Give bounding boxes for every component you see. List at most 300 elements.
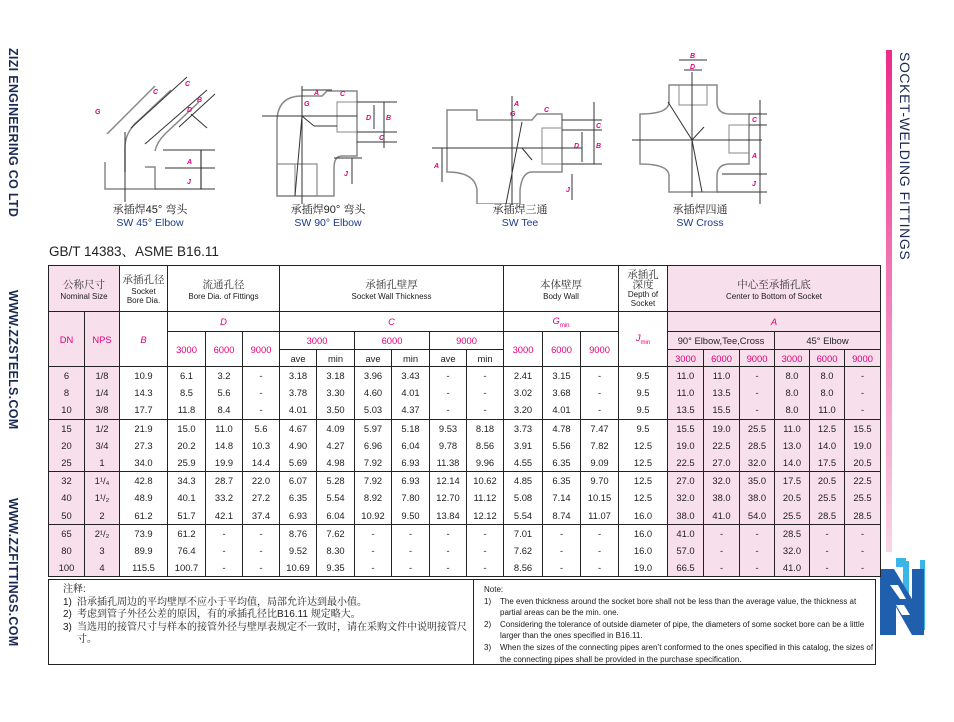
table-row bbox=[49, 524, 881, 542]
cell-a90-3000: 32.0 bbox=[668, 489, 704, 506]
cell-g-9000: 11.07 bbox=[581, 507, 619, 525]
cell-d-9000: - bbox=[243, 559, 280, 577]
cell-j-min: 19.0 bbox=[619, 559, 668, 577]
cell-a45-9000: 22.5 bbox=[845, 472, 881, 490]
header-bore-dia: 流通孔径 Bore Dia. of Fittings bbox=[168, 266, 280, 312]
cell-dn: 15 bbox=[49, 419, 85, 437]
svg-text:J: J bbox=[344, 171, 348, 178]
cell-c-9000-min: - bbox=[467, 384, 504, 401]
cell-c-3000-ave: 8.76 bbox=[280, 524, 317, 542]
cell-g-6000: 3.15 bbox=[543, 367, 581, 385]
cell-a90-3000: 66.5 bbox=[668, 559, 704, 577]
cell-a90-6000: - bbox=[704, 524, 740, 542]
cell-g-3000: 4.55 bbox=[504, 454, 543, 472]
cell-a90-9000: 54.0 bbox=[740, 507, 775, 525]
header-g-9000: 9000 bbox=[581, 332, 619, 367]
cell-g-9000: 9.09 bbox=[581, 454, 619, 472]
cell-a90-9000: - bbox=[740, 367, 775, 385]
cell-g-6000: 7.14 bbox=[543, 489, 581, 506]
cell-d-3000: 15.0 bbox=[168, 419, 206, 437]
cell-c-3000-ave: 3.78 bbox=[280, 384, 317, 401]
header-a45-3000: 3000 bbox=[775, 350, 810, 367]
header-a90-6000: 6000 bbox=[704, 350, 740, 367]
cell-a90-9000: 35.0 bbox=[740, 472, 775, 490]
cell-c-9000-ave: 12.14 bbox=[430, 472, 467, 490]
cell-j-min: 9.5 bbox=[619, 384, 668, 401]
cell-c-6000-ave: 5.03 bbox=[355, 401, 392, 419]
dimensions-table bbox=[48, 265, 881, 577]
cell-a45-6000: 25.5 bbox=[810, 489, 845, 506]
svg-text:A: A bbox=[434, 163, 440, 170]
cell-c-9000-ave: - bbox=[430, 384, 467, 401]
cell-a45-3000: 8.0 bbox=[775, 384, 810, 401]
header-ave: ave bbox=[355, 350, 392, 367]
cell-c-3000-min: 4.98 bbox=[317, 454, 355, 472]
cell-c-9000-min: - bbox=[467, 401, 504, 419]
cell-c-9000-min: - bbox=[467, 559, 504, 577]
cell-a45-9000: - bbox=[845, 367, 881, 385]
cell-d-9000: - bbox=[243, 542, 280, 559]
cell-a90-6000: - bbox=[704, 542, 740, 559]
cell-c-6000-ave: 10.92 bbox=[355, 507, 392, 525]
cell-a45-3000: 20.5 bbox=[775, 489, 810, 506]
header-c-3000: 3000 bbox=[280, 332, 355, 350]
cell-a90-3000: 11.0 bbox=[668, 367, 704, 385]
cell-b: 10.9 bbox=[120, 367, 168, 385]
cell-c-3000-min: 9.35 bbox=[317, 559, 355, 577]
cell-g-6000: 4.01 bbox=[543, 401, 581, 419]
header-depth-socket: 承插孔 深度 Depth of Socket bbox=[619, 266, 668, 312]
cell-g-9000: - bbox=[581, 524, 619, 542]
cell-g-3000: 3.73 bbox=[504, 419, 543, 437]
cell-a90-9000: - bbox=[740, 524, 775, 542]
cell-d-6000: 19.9 bbox=[206, 454, 243, 472]
cell-g-3000: 7.01 bbox=[504, 524, 543, 542]
table-row bbox=[49, 489, 881, 506]
cell-c-9000-min: - bbox=[467, 542, 504, 559]
cell-c-9000-min: - bbox=[467, 367, 504, 385]
cell-c-9000-min: - bbox=[467, 524, 504, 542]
cell-a90-6000: 11.0 bbox=[704, 367, 740, 385]
cell-a45-9000: 28.5 bbox=[845, 507, 881, 525]
cell-d-3000: 11.8 bbox=[168, 401, 206, 419]
svg-text:B: B bbox=[386, 115, 392, 122]
cell-dn: 6 bbox=[49, 367, 85, 385]
cell-a90-3000: 15.5 bbox=[668, 419, 704, 437]
cell-a90-9000: - bbox=[740, 542, 775, 559]
cell-c-6000-min: - bbox=[392, 559, 430, 577]
cell-c-3000-ave: 4.01 bbox=[280, 401, 317, 419]
cell-a45-3000: 8.0 bbox=[775, 367, 810, 385]
header-d-6000: 6000 bbox=[206, 332, 243, 367]
cell-g-6000: 3.68 bbox=[543, 384, 581, 401]
note-en-1: 1) The even thickness around the socket bore shall not be less than the average value, the thickness at partial areas can be the min. one. bbox=[484, 596, 857, 618]
cell-b: 115.5 bbox=[120, 559, 168, 577]
header-g-3000: 3000 bbox=[504, 332, 543, 367]
svg-text:C: C bbox=[752, 117, 758, 124]
cell-g-6000: 6.35 bbox=[543, 454, 581, 472]
note-cn-2: 2) 考虑到管子外径公差的原因，有的承插孔径比B16.11 规定略大。 bbox=[63, 609, 361, 620]
cell-nps: 1 bbox=[85, 454, 120, 472]
cell-a90-6000: 19.0 bbox=[704, 419, 740, 437]
cell-c-3000-ave: 10.69 bbox=[280, 559, 317, 577]
cell-a90-6000: - bbox=[704, 559, 740, 577]
cell-d-9000: - bbox=[243, 384, 280, 401]
header-socket-bore: 承插孔径 Socket Bore Dia. bbox=[120, 266, 168, 312]
svg-text:A: A bbox=[752, 153, 758, 160]
notes-english: Note: 1) The even thickness around the socket bore shall not be less than the average value, the thickness at partial areas can be the min. one. 2) Considering the tolerance of outside diameter of pipe, the diameters of some socket bore can be a little larger than the ones specified in B16.11. 3) When the sizes of the connecting pipes aren’t conformed to the ones specified in this catalog, the sizes of the connecting pipes shall be provided in the purchase specification. bbox=[473, 579, 876, 665]
cell-b: 89.9 bbox=[120, 542, 168, 559]
cell-nps: 3 bbox=[85, 542, 120, 559]
cell-c-3000-ave: 5.69 bbox=[280, 454, 317, 472]
cell-dn: 32 bbox=[49, 472, 85, 490]
cell-d-3000: 6.1 bbox=[168, 367, 206, 385]
table-row bbox=[49, 472, 881, 490]
cell-a45-6000: 11.0 bbox=[810, 401, 845, 419]
cell-d-6000: 3.2 bbox=[206, 367, 243, 385]
cell-a45-3000: 14.0 bbox=[775, 454, 810, 472]
cell-a45-6000: 12.5 bbox=[810, 419, 845, 437]
left-sidebar bbox=[6, 48, 32, 678]
cell-nps: 1¹/₄ bbox=[85, 472, 120, 490]
svg-text:G: G bbox=[95, 109, 101, 116]
header-a45-6000: 6000 bbox=[810, 350, 845, 367]
cell-a45-6000: - bbox=[810, 542, 845, 559]
cell-d-6000: 42.1 bbox=[206, 507, 243, 525]
cell-a45-3000: 11.0 bbox=[775, 419, 810, 437]
cell-d-9000: - bbox=[243, 367, 280, 385]
table-row bbox=[49, 419, 881, 437]
cell-j-min: 12.5 bbox=[619, 437, 668, 454]
cell-d-6000: 11.0 bbox=[206, 419, 243, 437]
cell-g-6000: - bbox=[543, 524, 581, 542]
cell-a45-3000: 13.0 bbox=[775, 437, 810, 454]
cell-b: 48.9 bbox=[120, 489, 168, 506]
website-zzfittings[interactable]: WWW.ZZFITTINGS.COM bbox=[6, 498, 20, 647]
header-c-9000: 9000 bbox=[430, 332, 504, 350]
note-en-2: 2) Considering the tolerance of outside diameter of pipe, the diameters of some socket bore can be a little larger than the ones specified in B16.11. bbox=[484, 619, 865, 641]
header-body-wall: 本体壁厚 Body Wall bbox=[504, 266, 619, 312]
cell-b: 14.3 bbox=[120, 384, 168, 401]
header-socket-wall: 承插孔壁厚 Socket Wall Thickness bbox=[280, 266, 504, 312]
cell-a90-6000: 41.0 bbox=[704, 507, 740, 525]
cell-c-3000-ave: 6.93 bbox=[280, 507, 317, 525]
cell-nps: 1/2 bbox=[85, 419, 120, 437]
cell-b: 42.8 bbox=[120, 472, 168, 490]
cell-a45-9000: 20.5 bbox=[845, 454, 881, 472]
cell-c-6000-ave: 7.92 bbox=[355, 454, 392, 472]
table-row bbox=[49, 507, 881, 525]
cell-c-9000-ave: 9.78 bbox=[430, 437, 467, 454]
cell-d-3000: 34.3 bbox=[168, 472, 206, 490]
svg-text:D: D bbox=[690, 64, 696, 71]
cell-nps: 2¹/₂ bbox=[85, 524, 120, 542]
notes-chinese: 注释: 1) 沿承插孔周边的平均壁厚不应小于平均值，局部允许达到最小值。 2) 考虑到管子外径公差的原因，有的承插孔径比B16.11 规定略大。 3) 当选用的接管尺寸与样本的接管外径与壁厚表规定不一致时，请在采购文件中说明接管尺寸。 bbox=[48, 579, 473, 665]
header-a90-3000: 3000 bbox=[668, 350, 704, 367]
cell-c-3000-ave: 4.67 bbox=[280, 419, 317, 437]
cell-c-3000-min: 6.04 bbox=[317, 507, 355, 525]
cell-c-9000-min: 12.12 bbox=[467, 507, 504, 525]
svg-text:C: C bbox=[544, 107, 550, 114]
svg-text:C: C bbox=[340, 91, 346, 98]
cell-b: 17.7 bbox=[120, 401, 168, 419]
cell-nps: 4 bbox=[85, 559, 120, 577]
cell-a90-3000: 38.0 bbox=[668, 507, 704, 525]
svg-text:D: D bbox=[187, 107, 193, 114]
cell-a45-6000: 28.5 bbox=[810, 507, 845, 525]
accent-gradient-bar bbox=[886, 50, 892, 552]
cell-c-9000-ave: - bbox=[430, 367, 467, 385]
cell-g-6000: 6.35 bbox=[543, 472, 581, 490]
cell-g-9000: 7.82 bbox=[581, 437, 619, 454]
cell-c-9000-ave: - bbox=[430, 401, 467, 419]
cell-c-6000-min: 3.43 bbox=[392, 367, 430, 385]
website-zzsteels[interactable]: WWW.ZZSTEELS.COM bbox=[6, 290, 20, 430]
cell-a45-9000: 15.5 bbox=[845, 419, 881, 437]
cell-a90-3000: 57.0 bbox=[668, 542, 704, 559]
cell-a45-9000: 25.5 bbox=[845, 489, 881, 506]
cell-dn: 80 bbox=[49, 542, 85, 559]
cell-c-9000-ave: 9.53 bbox=[430, 419, 467, 437]
cell-g-3000: 4.85 bbox=[504, 472, 543, 490]
header-d-3000: 3000 bbox=[168, 332, 206, 367]
cell-c-6000-min: - bbox=[392, 542, 430, 559]
cell-c-3000-ave: 9.52 bbox=[280, 542, 317, 559]
cell-a45-6000: 8.0 bbox=[810, 367, 845, 385]
cell-d-3000: 100.7 bbox=[168, 559, 206, 577]
cell-d-9000: 22.0 bbox=[243, 472, 280, 490]
cell-a45-6000: 8.0 bbox=[810, 384, 845, 401]
cell-j-min: 12.5 bbox=[619, 454, 668, 472]
cell-c-9000-min: 8.18 bbox=[467, 419, 504, 437]
header-d-9000: 9000 bbox=[243, 332, 280, 367]
cell-a90-6000: 32.0 bbox=[704, 472, 740, 490]
cell-nps: 3/8 bbox=[85, 401, 120, 419]
svg-text:J: J bbox=[752, 181, 756, 188]
drawing-sw-tee bbox=[432, 92, 607, 204]
header-symbol-j: $J_{min}$ bbox=[619, 312, 668, 367]
header-90-elbow-tee-cross: 90° Elbow,Tee,Cross bbox=[668, 332, 775, 350]
cell-j-min: 12.5 bbox=[619, 489, 668, 506]
cell-a45-3000: 41.0 bbox=[775, 559, 810, 577]
cell-b: 34.0 bbox=[120, 454, 168, 472]
svg-text:C: C bbox=[379, 135, 385, 142]
drawing-sw-45-elbow bbox=[95, 72, 235, 202]
cell-d-3000: 76.4 bbox=[168, 542, 206, 559]
header-45-elbow: 45° Elbow bbox=[775, 332, 881, 350]
header-symbol-c: C bbox=[280, 312, 504, 332]
cell-g-9000: 9.70 bbox=[581, 472, 619, 490]
header-g-6000: 6000 bbox=[543, 332, 581, 367]
cell-b: 61.2 bbox=[120, 507, 168, 525]
caption-sw-45-elbow: 承插焊45° 弯头 SW 45° Elbow bbox=[112, 204, 188, 229]
cell-d-3000: 51.7 bbox=[168, 507, 206, 525]
cell-a90-9000: 38.0 bbox=[740, 489, 775, 506]
cell-c-6000-min: 4.01 bbox=[392, 384, 430, 401]
cell-c-9000-ave: - bbox=[430, 559, 467, 577]
cell-g-6000: 8.74 bbox=[543, 507, 581, 525]
svg-text:D: D bbox=[574, 143, 580, 150]
header-nps: NPS bbox=[85, 312, 120, 367]
cell-c-9000-ave: 12.70 bbox=[430, 489, 467, 506]
cell-d-6000: 14.8 bbox=[206, 437, 243, 454]
cell-a90-3000: 13.5 bbox=[668, 401, 704, 419]
svg-text:B: B bbox=[596, 143, 602, 150]
svg-text:A: A bbox=[314, 90, 320, 97]
cell-g-3000: 5.54 bbox=[504, 507, 543, 525]
cell-a45-6000: 14.0 bbox=[810, 437, 845, 454]
standard-reference: GB/T 14383、ASME B16.11 bbox=[49, 244, 219, 259]
cell-dn: 25 bbox=[49, 454, 85, 472]
cell-a45-3000: 17.5 bbox=[775, 472, 810, 490]
cell-c-9000-min: 11.12 bbox=[467, 489, 504, 506]
table-row bbox=[49, 384, 881, 401]
table-body bbox=[49, 367, 881, 577]
cell-j-min: 16.0 bbox=[619, 507, 668, 525]
cell-g-3000: 2.41 bbox=[504, 367, 543, 385]
cell-g-9000: 10.15 bbox=[581, 489, 619, 506]
cell-d-3000: 20.2 bbox=[168, 437, 206, 454]
cell-dn: 8 bbox=[49, 384, 85, 401]
cell-c-3000-ave: 6.07 bbox=[280, 472, 317, 490]
cell-a90-6000: 13.5 bbox=[704, 384, 740, 401]
cell-g-3000: 5.08 bbox=[504, 489, 543, 506]
cell-g-9000: - bbox=[581, 559, 619, 577]
cell-c-3000-min: 8.30 bbox=[317, 542, 355, 559]
cell-c-6000-min: - bbox=[392, 524, 430, 542]
svg-text:D: D bbox=[366, 115, 372, 122]
cell-a90-9000: 28.5 bbox=[740, 437, 775, 454]
svg-text:G: G bbox=[304, 101, 310, 108]
header-a90-9000: 9000 bbox=[740, 350, 775, 367]
cell-b: 27.3 bbox=[120, 437, 168, 454]
cell-c-3000-min: 5.28 bbox=[317, 472, 355, 490]
svg-text:B: B bbox=[690, 53, 696, 60]
cell-a90-3000: 27.0 bbox=[668, 472, 704, 490]
cell-a90-3000: 41.0 bbox=[668, 524, 704, 542]
cell-nps: 2 bbox=[85, 507, 120, 525]
table-row bbox=[49, 559, 881, 577]
cell-a90-9000: 32.0 bbox=[740, 454, 775, 472]
svg-text:A: A bbox=[187, 159, 193, 166]
cell-nps: 3/4 bbox=[85, 437, 120, 454]
cell-a45-9000: - bbox=[845, 384, 881, 401]
cell-c-6000-ave: 8.92 bbox=[355, 489, 392, 506]
cell-c-3000-min: 4.27 bbox=[317, 437, 355, 454]
cell-d-9000: 10.3 bbox=[243, 437, 280, 454]
cell-d-6000: 5.6 bbox=[206, 384, 243, 401]
cell-a45-3000: 28.5 bbox=[775, 524, 810, 542]
cell-c-6000-ave: - bbox=[355, 559, 392, 577]
cell-d-6000: - bbox=[206, 524, 243, 542]
cell-a90-3000: 22.5 bbox=[668, 454, 704, 472]
cell-b: 21.9 bbox=[120, 419, 168, 437]
cell-c-6000-ave: - bbox=[355, 542, 392, 559]
cell-a45-6000: - bbox=[810, 524, 845, 542]
cell-d-9000: - bbox=[243, 524, 280, 542]
svg-text:B: B bbox=[197, 97, 203, 104]
cell-nps: 1¹/₂ bbox=[85, 489, 120, 506]
svg-text:A: A bbox=[514, 101, 520, 108]
header-symbol-a: A bbox=[668, 312, 881, 332]
cell-a45-9000: - bbox=[845, 524, 881, 542]
header-nominal-size: 公称尺寸 Nominal Size bbox=[49, 266, 120, 312]
svg-text:G: G bbox=[510, 111, 516, 118]
svg-text:C: C bbox=[185, 81, 191, 88]
cell-a90-9000: - bbox=[740, 401, 775, 419]
table-row bbox=[49, 542, 881, 559]
drawing-sw-cross bbox=[632, 52, 772, 204]
cell-a90-9000: - bbox=[740, 559, 775, 577]
cell-c-6000-ave: 3.96 bbox=[355, 367, 392, 385]
cell-c-3000-min: 7.62 bbox=[317, 524, 355, 542]
cell-d-9000: 5.6 bbox=[243, 419, 280, 437]
cell-c-3000-ave: 6.35 bbox=[280, 489, 317, 506]
cell-c-6000-min: 7.80 bbox=[392, 489, 430, 506]
cell-j-min: 16.0 bbox=[619, 524, 668, 542]
cell-b: 73.9 bbox=[120, 524, 168, 542]
cell-d-6000: 28.7 bbox=[206, 472, 243, 490]
header-symbol-d: D bbox=[168, 312, 280, 332]
cell-c-6000-min: 6.04 bbox=[392, 437, 430, 454]
cell-g-3000: 7.62 bbox=[504, 542, 543, 559]
cell-c-6000-min: 6.93 bbox=[392, 472, 430, 490]
cell-g-3000: 3.02 bbox=[504, 384, 543, 401]
cell-c-6000-ave: 7.92 bbox=[355, 472, 392, 490]
cell-a45-9000: - bbox=[845, 559, 881, 577]
cell-a45-6000: - bbox=[810, 559, 845, 577]
cell-c-9000-min: 10.62 bbox=[467, 472, 504, 490]
cell-a45-3000: 32.0 bbox=[775, 542, 810, 559]
cell-a45-9000: - bbox=[845, 401, 881, 419]
cell-c-6000-min: 9.50 bbox=[392, 507, 430, 525]
cell-a45-3000: 25.5 bbox=[775, 507, 810, 525]
header-ave: ave bbox=[430, 350, 467, 367]
header-symbol-g: $G_{min}$ bbox=[504, 312, 619, 332]
table-row bbox=[49, 454, 881, 472]
cell-c-3000-min: 5.54 bbox=[317, 489, 355, 506]
cell-g-9000: - bbox=[581, 367, 619, 385]
cell-dn: 50 bbox=[49, 507, 85, 525]
cell-d-9000: 14.4 bbox=[243, 454, 280, 472]
cell-a90-9000: - bbox=[740, 384, 775, 401]
cell-dn: 65 bbox=[49, 524, 85, 542]
note-cn-1: 1) 沿承插孔周边的平均壁厚不应小于平均值，局部允许达到最小值。 bbox=[63, 596, 367, 608]
cell-c-6000-min: 4.37 bbox=[392, 401, 430, 419]
table-row bbox=[49, 437, 881, 454]
cell-c-3000-min: 3.18 bbox=[317, 367, 355, 385]
cell-d-6000: 8.4 bbox=[206, 401, 243, 419]
header-ave: ave bbox=[280, 350, 317, 367]
cell-dn: 100 bbox=[49, 559, 85, 577]
cell-g-9000: - bbox=[581, 384, 619, 401]
cell-d-6000: 33.2 bbox=[206, 489, 243, 506]
cell-g-6000: 4.78 bbox=[543, 419, 581, 437]
cell-dn: 10 bbox=[49, 401, 85, 419]
cell-a45-3000: 8.0 bbox=[775, 401, 810, 419]
cell-c-9000-ave: - bbox=[430, 542, 467, 559]
cell-dn: 20 bbox=[49, 437, 85, 454]
cell-c-6000-ave: 5.97 bbox=[355, 419, 392, 437]
cell-c-9000-ave: 13.84 bbox=[430, 507, 467, 525]
svg-text:J: J bbox=[566, 187, 570, 194]
cell-d-6000: - bbox=[206, 542, 243, 559]
cell-g-6000: - bbox=[543, 559, 581, 577]
cell-d-9000: 37.4 bbox=[243, 507, 280, 525]
note-cn-3: 3) 当选用的接管尺寸与样本的接管外径与壁厚表规定不一致时，请在采购文件中说明接管尺寸。 bbox=[63, 621, 467, 645]
cell-a45-9000: - bbox=[845, 542, 881, 559]
cell-c-9000-ave: 11.38 bbox=[430, 454, 467, 472]
